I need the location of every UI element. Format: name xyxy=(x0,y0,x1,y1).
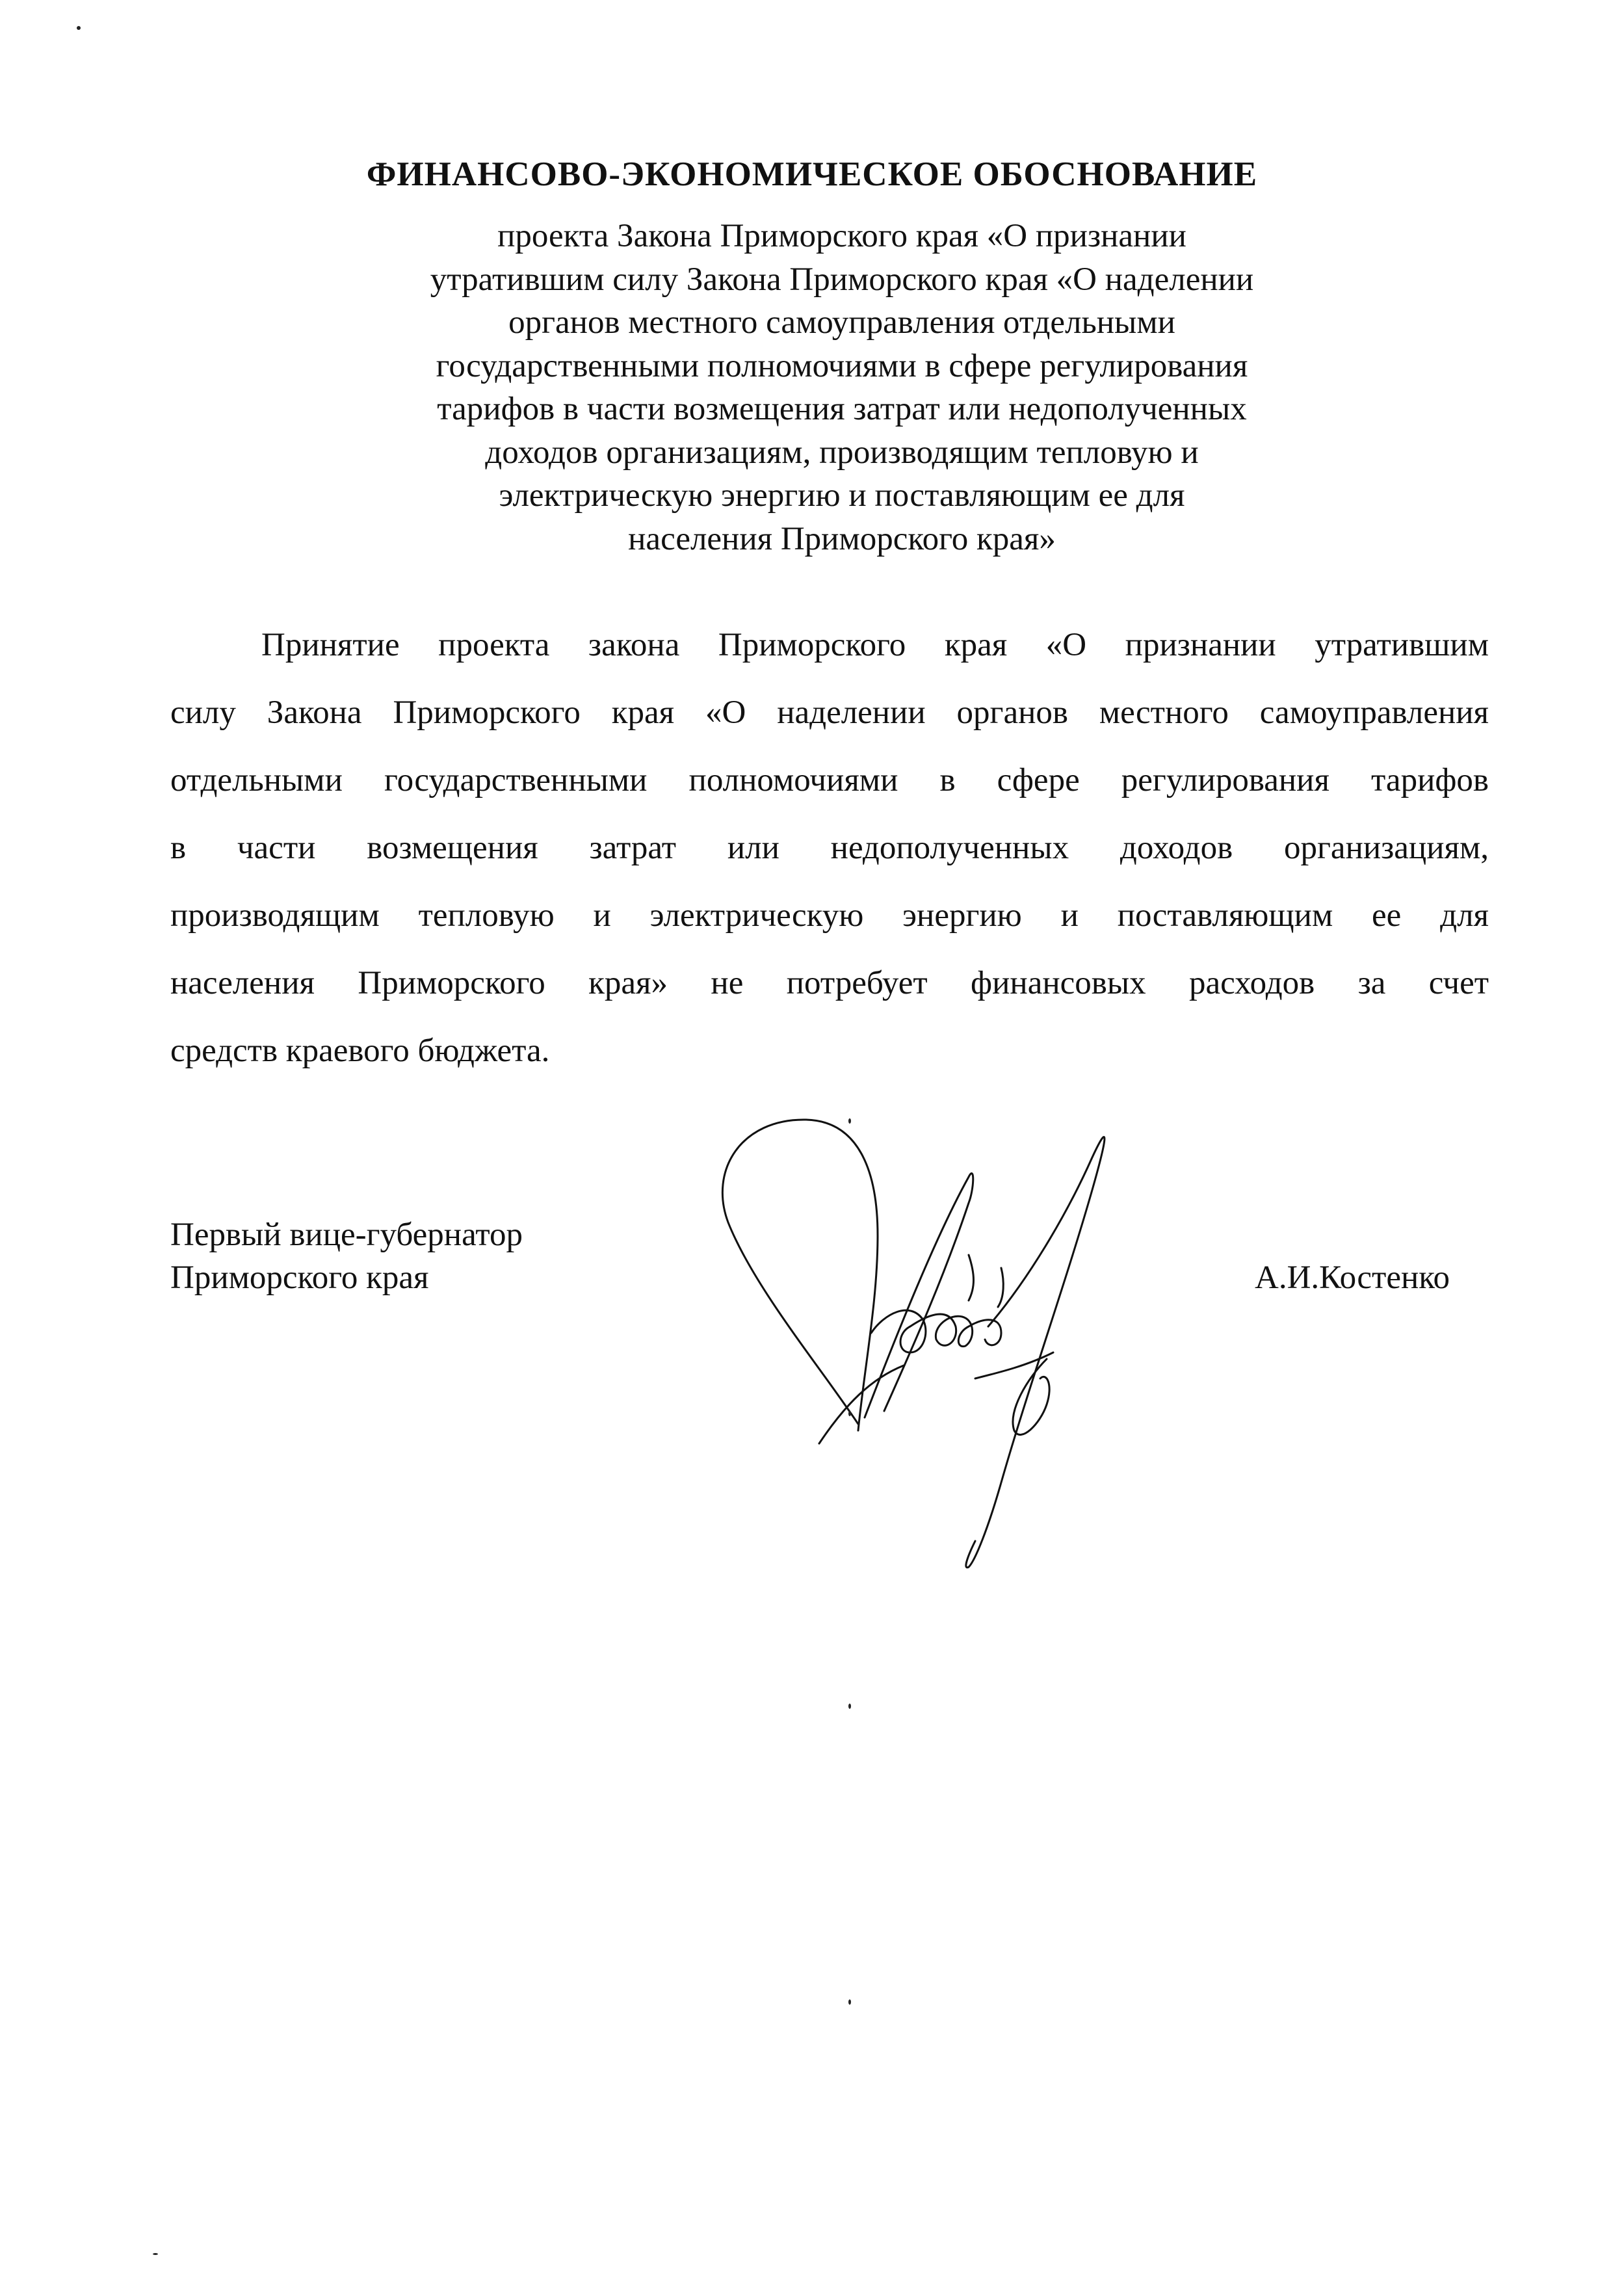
subtitle-line: органов местного самоуправления отдельными xyxy=(508,304,1175,341)
body-line: в части возмещения затрат или недополученных доходов организациям, xyxy=(170,830,1489,866)
scan-artifact-dot xyxy=(848,1411,851,1416)
document-subtitle xyxy=(286,215,1398,560)
document-title: ФИНАНСОВО-ЭКОНОМИЧЕСКОЕ ОБОСНОВАНИЕ xyxy=(366,155,1258,193)
signatory-name: А.И.Костенко xyxy=(1255,1259,1450,1296)
scan-artifact-dot xyxy=(848,1118,851,1124)
subtitle-line: тарифов в части возмещения затрат или недополученных xyxy=(437,391,1247,427)
signature-stroke xyxy=(998,1268,1003,1307)
signatory-position-line: Приморского края xyxy=(170,1259,429,1296)
subtitle-line: проекта Закона Приморского края «О признании xyxy=(497,218,1186,254)
scan-artifact-dot xyxy=(848,1704,851,1709)
scan-artifact-dot xyxy=(77,26,81,30)
signature-stroke xyxy=(722,1120,878,1431)
body-line: средств краевого бюджета. xyxy=(170,1033,550,1069)
subtitle-line: электрическую энергию и поставляющим ее для xyxy=(499,477,1185,514)
body-line: Принятие проекта закона Приморского края «О признании утратившим xyxy=(261,627,1489,663)
signature-stroke xyxy=(966,1137,1105,1568)
handwritten-signature xyxy=(663,1118,1287,1574)
signature-stroke xyxy=(969,1255,974,1300)
body-line: производящим тепловую и электрическую энергию и поставляющим ее для xyxy=(170,897,1489,934)
signatory-position xyxy=(170,1213,523,1299)
subtitle-line: государственными полномочиями в сфере регулирования xyxy=(436,347,1248,384)
body-paragraph xyxy=(170,611,1489,1085)
body-line: отдельными государственными полномочиями в сфере регулирования тарифов xyxy=(170,762,1489,798)
scan-artifact-dot xyxy=(153,2253,158,2255)
signature-stroke xyxy=(871,1310,1001,1352)
subtitle-line: населения Приморского края» xyxy=(628,520,1056,557)
subtitle-line: доходов организациям, производящим тепловую и xyxy=(485,434,1199,471)
scan-artifact-dot xyxy=(848,1999,851,2005)
signature-stroke xyxy=(865,1174,973,1417)
subtitle-line: утратившим силу Закона Приморского края «О наделении xyxy=(430,261,1254,298)
body-line: населения Приморского края» не потребует финансовых расходов за счет xyxy=(170,965,1489,1001)
signatory-position-line: Первый вице-губернатор xyxy=(170,1217,523,1253)
body-line: силу Закона Приморского края «О наделении органов местного самоуправления xyxy=(170,694,1489,731)
